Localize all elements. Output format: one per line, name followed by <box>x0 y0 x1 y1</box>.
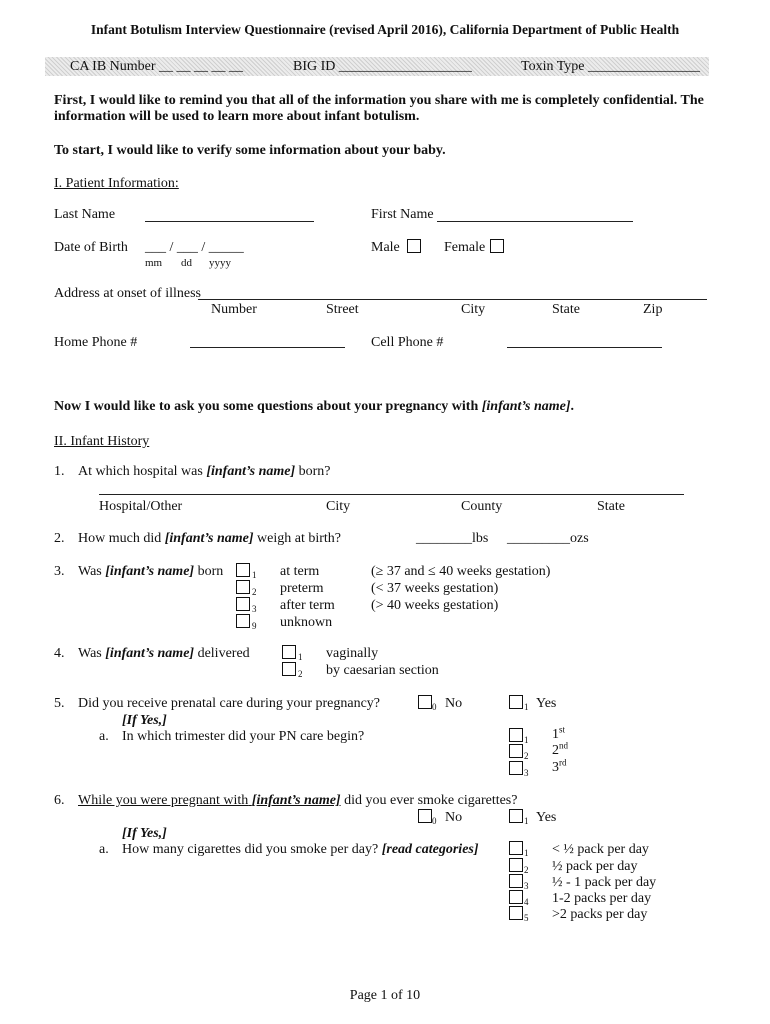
q6a-checkbox-4[interactable] <box>509 890 523 904</box>
q6a-checkbox-5[interactable] <box>509 906 523 920</box>
q6a-code-2: 2 <box>524 865 529 875</box>
q6a-option-1: < ½ pack per day <box>552 842 649 857</box>
document-title: Infant Botulism Interview Questionnaire (revised April 2016), California Department of Public Health <box>90 22 680 37</box>
toxin-type-field[interactable]: Toxin Type ________________ <box>521 59 700 74</box>
q5-code-no: 0 <box>432 702 437 712</box>
q5-checkbox-yes[interactable] <box>509 695 523 709</box>
q6a-code-5: 5 <box>524 913 529 923</box>
dob-label: Date of Birth <box>54 240 128 255</box>
q5a-checkbox-2nd[interactable] <box>509 744 523 758</box>
address-zip-label: Zip <box>643 302 663 317</box>
q6a-checkbox-2[interactable] <box>509 858 523 872</box>
dob-input[interactable]: ___ / ___ / _____ <box>145 240 244 255</box>
q6a-option-2: ½ pack per day <box>552 859 638 874</box>
address-state-label: State <box>552 302 580 317</box>
id-header-bar <box>45 57 709 76</box>
q6a-option-3: ½ - 1 pack per day <box>552 875 657 890</box>
address-input[interactable] <box>198 299 707 300</box>
q5-if-yes: [If Yes,] <box>122 713 167 728</box>
q3-note-preterm: (< 37 weeks gestation) <box>371 581 499 596</box>
q6a-code-1: 1 <box>524 848 529 858</box>
q6-code-no: 0 <box>432 816 437 826</box>
q4-option-vaginally: vaginally <box>326 646 379 661</box>
q3-code-unknown: 9 <box>252 621 257 631</box>
q6a-code-4: 4 <box>524 897 529 907</box>
q4-option-caesarian: by caesarian section <box>326 663 439 678</box>
address-number-label: Number <box>211 302 257 317</box>
q5-text: Did you receive prenatal care during your pregnancy? <box>78 696 381 711</box>
dob-yyyy-label: yyyy <box>209 257 231 269</box>
q4-text: Was [infant’s name] delivered <box>78 646 250 661</box>
intro-line-3: To start, I would like to verify some information about your baby. <box>54 143 446 158</box>
q5a-code-3rd: 3 <box>524 768 529 778</box>
female-checkbox[interactable] <box>490 239 504 253</box>
first-name-input[interactable] <box>437 221 633 222</box>
q6-if-yes: [If Yes,] <box>122 826 167 841</box>
q6a-text: How many cigarettes did you smoke per day? [read categories] <box>122 842 479 857</box>
last-name-label: Last Name <box>54 207 116 222</box>
q5a-checkbox-3rd[interactable] <box>509 761 523 775</box>
q4-checkbox-vaginally[interactable] <box>282 645 296 659</box>
q2-lbs-input[interactable]: ________lbs <box>416 531 489 546</box>
big-id-field[interactable]: BIG ID ___________________ <box>293 59 472 74</box>
q5a-option-3rd: 3rd <box>552 757 567 775</box>
q5a-code-2nd: 2 <box>524 751 529 761</box>
q3-code-term: 1 <box>252 570 257 580</box>
ca-ib-number-field[interactable]: CA IB Number __ __ __ __ __ <box>70 59 244 74</box>
address-city-label: City <box>461 302 486 317</box>
male-label: Male <box>371 240 400 255</box>
q3-note-term: (≥ 37 and ≤ 40 weeks gestation) <box>371 564 551 579</box>
q6-yes-label: Yes <box>536 810 557 825</box>
q1-text: At which hospital was [infant’s name] born? <box>78 464 331 479</box>
q3-checkbox-term[interactable] <box>236 563 250 577</box>
q6-code-yes: 1 <box>524 816 529 826</box>
q5-code-yes: 1 <box>524 702 529 712</box>
q5-checkbox-no[interactable] <box>418 695 432 709</box>
home-phone-input[interactable] <box>190 347 345 348</box>
q2-ozs-input[interactable]: _________ozs <box>507 531 589 546</box>
dob-dd-label: dd <box>181 257 192 269</box>
q5a-code-1st: 1 <box>524 735 529 745</box>
address-label: Address at onset of illness <box>54 286 201 301</box>
q5a-checkbox-1st[interactable] <box>509 728 523 742</box>
first-name-label: First Name <box>371 207 434 222</box>
q6a-letter: a. <box>99 842 109 857</box>
cell-phone-label: Cell Phone # <box>371 335 444 350</box>
q3-number: 3. <box>54 564 65 579</box>
section-patient-information: I. Patient Information: <box>54 176 179 191</box>
q1-hospital-input[interactable] <box>99 494 684 495</box>
q4-checkbox-caesarian[interactable] <box>282 662 296 676</box>
q2-text: How much did [infant’s name] weigh at birth? <box>78 531 342 546</box>
q4-code-vaginally: 1 <box>298 652 303 662</box>
male-checkbox[interactable] <box>407 239 421 253</box>
q1-hospital-label: Hospital/Other <box>99 499 183 514</box>
q6a-checkbox-1[interactable] <box>509 841 523 855</box>
q6-checkbox-no[interactable] <box>418 809 432 823</box>
address-street-label: Street <box>326 302 359 317</box>
q3-option-preterm: preterm <box>280 581 324 596</box>
q1-state-label: State <box>597 499 625 514</box>
intro-line-2: information will be used to learn more about infant botulism. <box>54 109 420 124</box>
q5a-option-1st: 1st <box>552 724 566 742</box>
q6-number: 6. <box>54 793 65 808</box>
q1-city-label: City <box>326 499 351 514</box>
q3-option-term: at term <box>280 564 320 579</box>
cell-phone-input[interactable] <box>507 347 662 348</box>
q6a-option-5: >2 packs per day <box>552 907 648 922</box>
q5a-text: In which trimester did your PN care begin? <box>122 729 365 744</box>
q1-number: 1. <box>54 464 65 479</box>
q5-number: 5. <box>54 696 65 711</box>
home-phone-label: Home Phone # <box>54 335 138 350</box>
q6-no-label: No <box>445 810 463 825</box>
q6a-option-4: 1-2 packs per day <box>552 891 652 906</box>
q3-option-after-term: after term <box>280 598 335 613</box>
dob-mm-label: mm <box>145 257 163 269</box>
page-number: Page 1 of 10 <box>349 988 421 1003</box>
q5-no-label: No <box>445 696 463 711</box>
q5-yes-label: Yes <box>536 696 557 711</box>
q6a-checkbox-3[interactable] <box>509 874 523 888</box>
female-label: Female <box>444 240 486 255</box>
q4-code-caesarian: 2 <box>298 669 303 679</box>
pregnancy-intro: Now I would like to ask you some questions about your pregnancy with [infant’s name]. <box>54 399 575 414</box>
q3-code-after-term: 3 <box>252 604 257 614</box>
q5a-option-2nd: 2nd <box>552 740 568 758</box>
q2-number: 2. <box>54 531 65 546</box>
q3-checkbox-preterm[interactable] <box>236 580 250 594</box>
q6a-code-3: 3 <box>524 881 529 891</box>
q3-checkbox-after-term[interactable] <box>236 597 250 611</box>
q3-checkbox-unknown[interactable] <box>236 614 250 628</box>
q5a-letter: a. <box>99 729 109 744</box>
q1-county-label: County <box>461 499 503 514</box>
intro-line-1: First, I would like to remind you that all of the information you share with me is completely confidential. The <box>54 93 704 108</box>
q3-text: Was [infant’s name] born <box>78 564 224 579</box>
q3-option-unknown: unknown <box>280 615 333 630</box>
section-infant-history: II. Infant History <box>54 434 150 449</box>
last-name-input[interactable] <box>145 221 314 222</box>
q6-checkbox-yes[interactable] <box>509 809 523 823</box>
q3-note-after-term: (> 40 weeks gestation) <box>371 598 499 613</box>
q3-code-preterm: 2 <box>252 587 257 597</box>
q4-number: 4. <box>54 646 65 661</box>
q6-text: While you were pregnant with [infant’s name] did you ever smoke cigarettes? <box>78 793 518 808</box>
